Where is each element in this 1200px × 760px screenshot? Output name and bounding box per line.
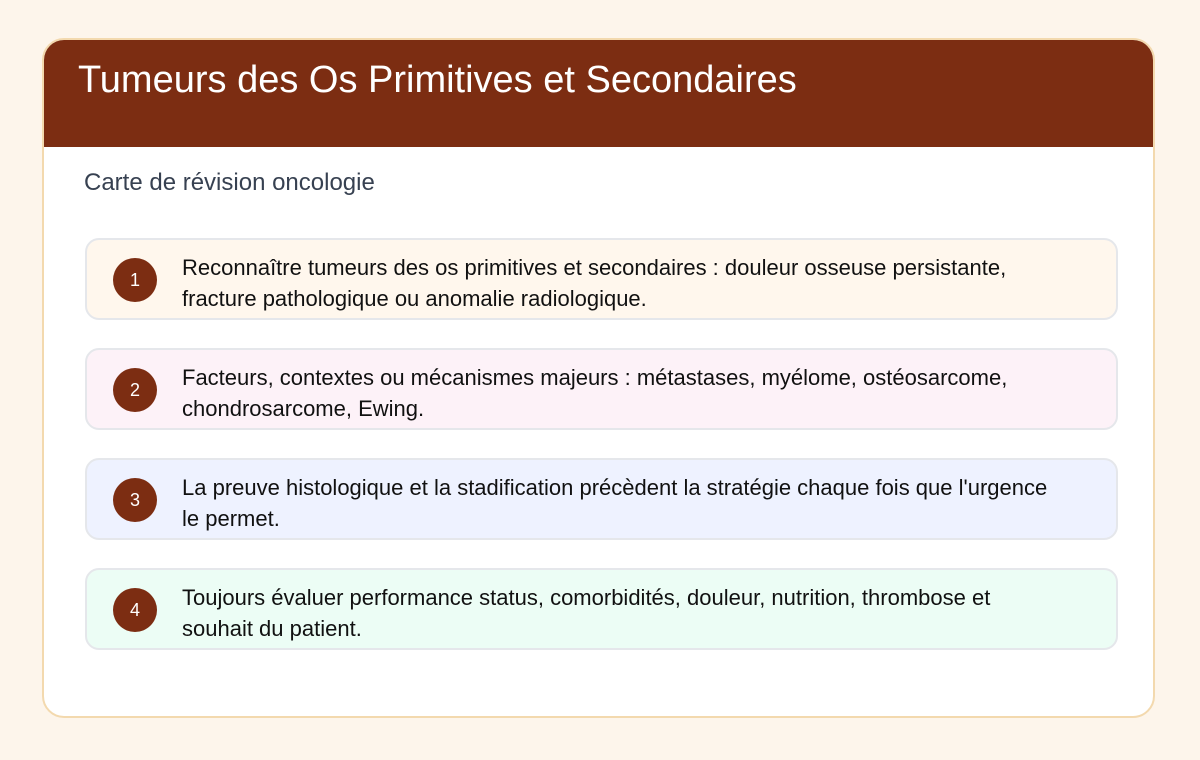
- key-point-2: [85, 348, 1118, 430]
- page-title: Tumeurs des Os Primitives et Secondaires: [78, 59, 797, 101]
- key-point-4: [85, 568, 1118, 650]
- point-text: Toujours évaluer performance status, comorbidités, douleur, nutrition, thrombose et souhait du patient.: [182, 585, 991, 641]
- point-text: Reconnaître tumeurs des os primitives et secondaires : douleur osseuse persistante, fracture pathologique ou anomalie radiologique.: [182, 255, 1007, 311]
- point-text: Facteurs, contextes ou mécanismes majeurs : métastases, myélome, ostéosarcome, chondrosarcome, Ewing.: [182, 365, 1008, 421]
- card-header: [42, 38, 1155, 147]
- point-number-badge: 4: [113, 588, 157, 632]
- revision-card: [42, 38, 1155, 718]
- point-number-badge: 1: [113, 258, 157, 302]
- point-number-badge: 2: [113, 368, 157, 412]
- point-text: La preuve histologique et la stadification précèdent la stratégie chaque fois que l'urgence le permet.: [182, 475, 1048, 531]
- card-subtitle: Carte de révision oncologie: [84, 169, 375, 196]
- key-points-list: [85, 238, 1118, 678]
- point-number-badge: 3: [113, 478, 157, 522]
- key-point-1: [85, 238, 1118, 320]
- key-point-3: [85, 458, 1118, 540]
